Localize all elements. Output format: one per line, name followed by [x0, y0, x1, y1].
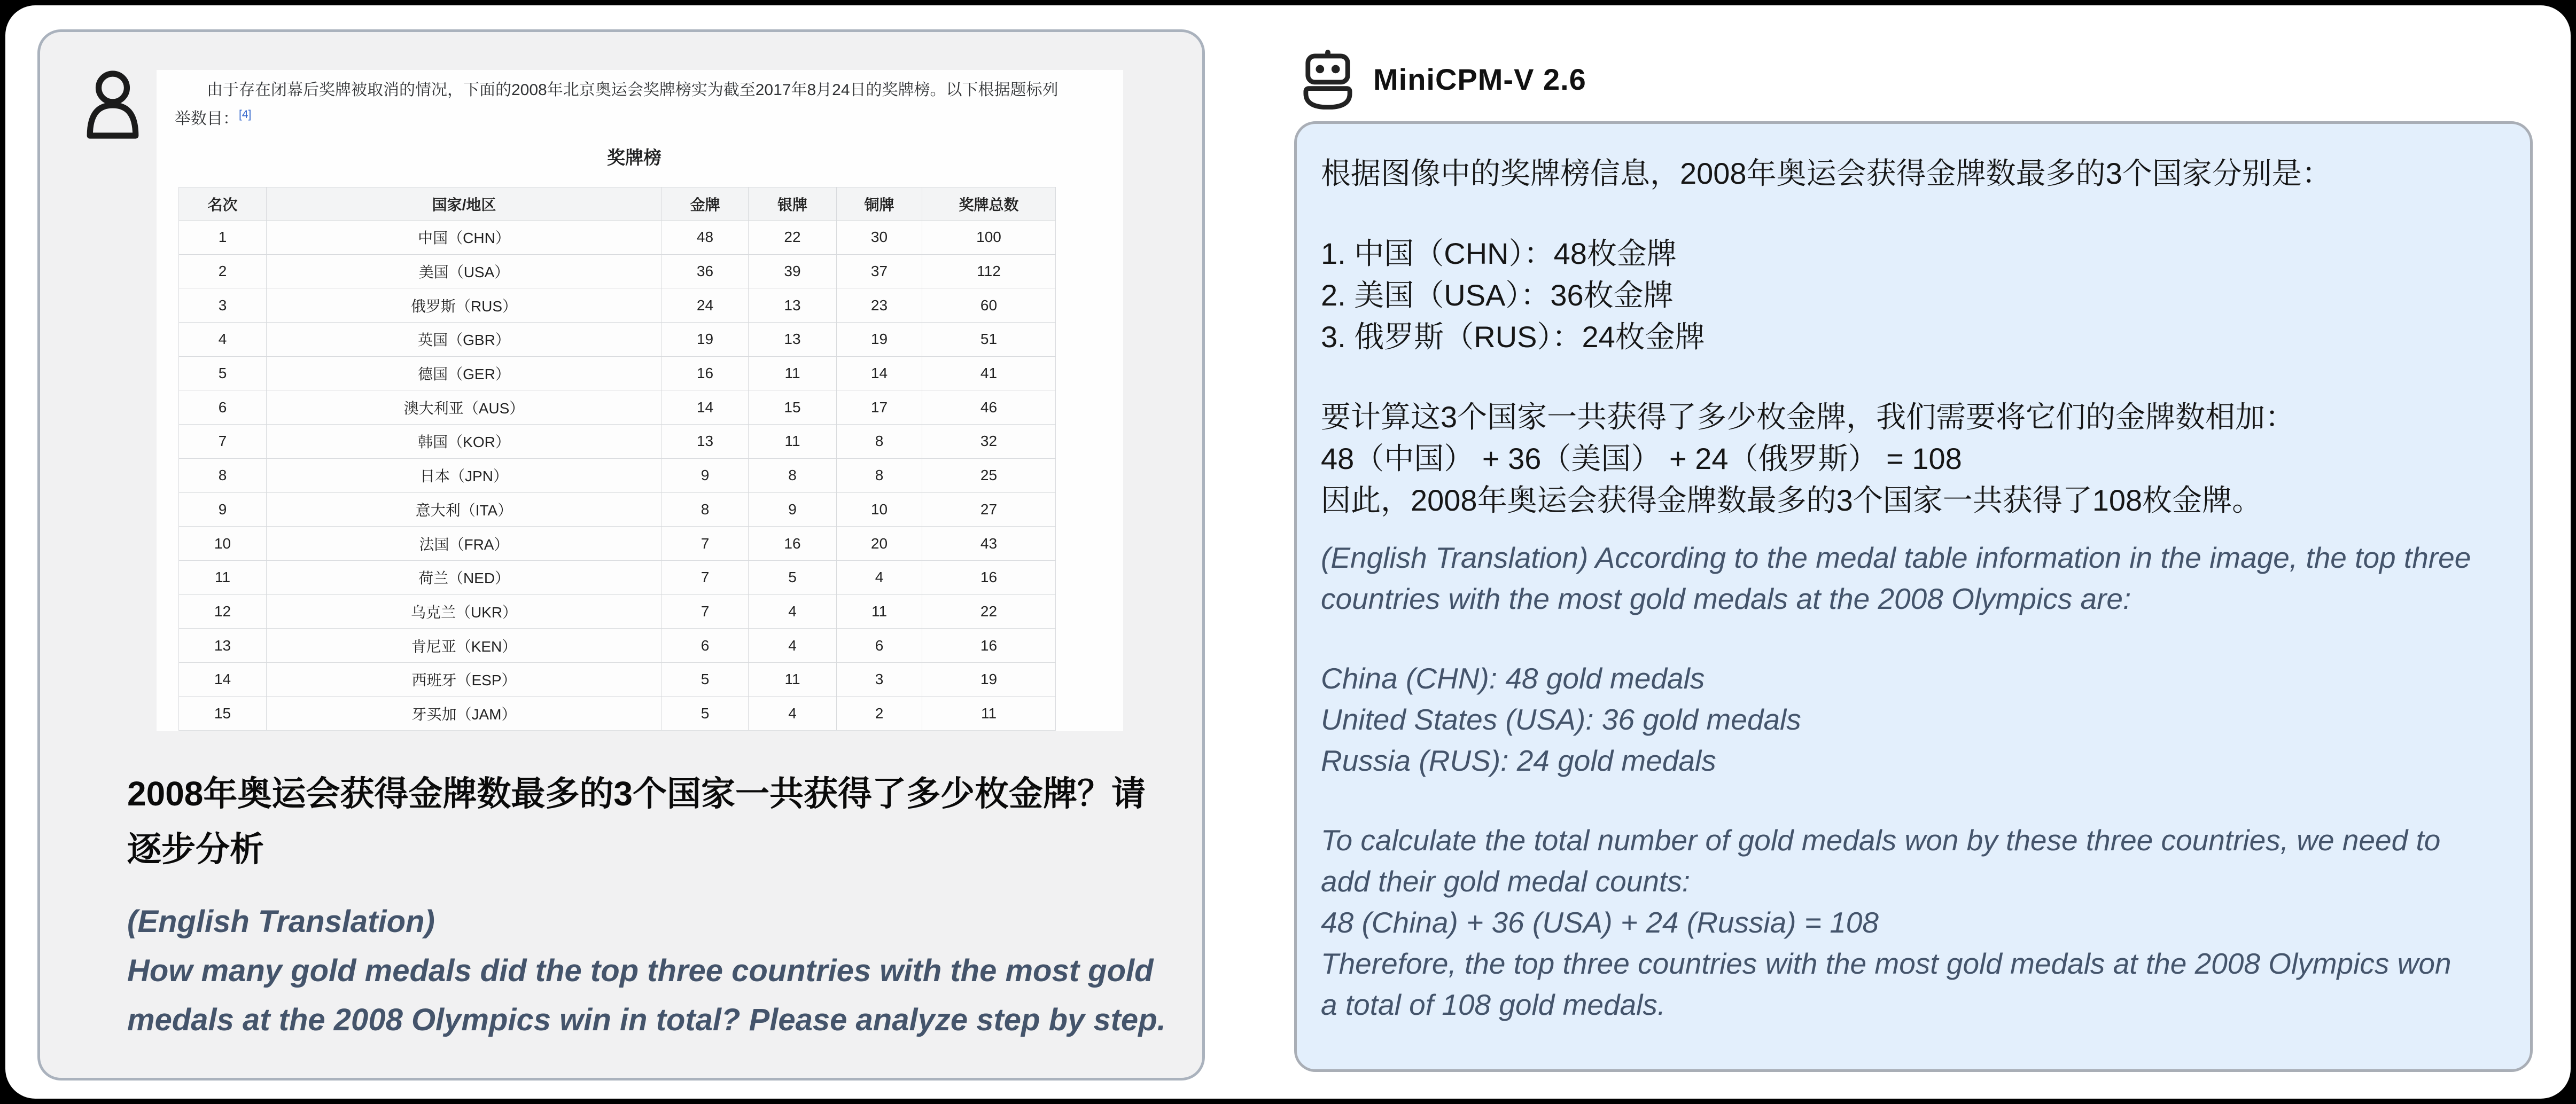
medal-table-cell: 6 [662, 629, 749, 663]
medal-table-cell: 8 [179, 458, 267, 492]
english-translation-label: (English Translation) [127, 904, 435, 939]
medal-table-cell: 9 [662, 458, 749, 492]
medal-table-cell: 20 [837, 527, 922, 561]
medal-table-cell: 5 [749, 560, 837, 594]
user-avatar-icon [83, 69, 143, 140]
medal-table-cell: 22 [922, 594, 1056, 629]
medal-table-cell: 5 [179, 356, 267, 390]
medal-table-cell: 19 [662, 323, 749, 357]
medal-table-cell: 德国（GER） [267, 356, 662, 390]
medal-table-cell: 27 [922, 492, 1056, 527]
medal-table-row [179, 390, 1056, 425]
medal-table-cell: 32 [922, 425, 1056, 459]
medal-table-body [179, 221, 1056, 731]
assistant-turn-bubble [1294, 121, 2533, 1072]
medal-table-cell: 43 [922, 527, 1056, 561]
model-name: MiniCPM-V 2.6 [1373, 62, 1586, 96]
answer-paragraph: 根据图像中的奖牌榜信息，2008年奥运会获得金牌数最多的3个国家分别是： [1321, 156, 2332, 190]
user-question-zh: 2008年奥运会获得金牌数最多的3个国家一共获得了多少枚金牌？请逐步分析 [127, 774, 1146, 868]
medal-table-cell: 7 [179, 425, 267, 459]
medal-table-cell: 西班牙（ESP） [267, 662, 662, 696]
user-question-en: How many gold medals did the top three countries with the most gold medals at the 2008 Olympics win in total? Please analyze step by step. [127, 953, 1166, 1037]
medal-table-cell: 51 [922, 323, 1056, 357]
medal-table-row [179, 560, 1056, 594]
medal-table-row [179, 662, 1056, 696]
medal-table-cell: 17 [837, 390, 922, 425]
medal-table-cell: 1 [179, 221, 267, 255]
medal-table-cell: 8 [837, 425, 922, 459]
medal-table-cell: 12 [179, 594, 267, 629]
medal-table-cell: 8 [662, 492, 749, 527]
medal-table-cell: 法国（FRA） [267, 527, 662, 561]
answer-paragraph: To calculate the total number of gold medals won by these three countries, we need to add their gold medal counts: 48 (China) + 36 (USA) + 24 (Russia) = 108 Therefore, the top three countries with the most gold medals at the 2008 Olympics won a total of 108 gold medals. [1321, 824, 2452, 1021]
medal-table-row [179, 254, 1056, 288]
medal-table-cell: 2 [179, 254, 267, 288]
medal-table-title: 奖牌榜 [607, 148, 661, 168]
medal-note [175, 78, 1072, 131]
medal-table-cell: 16 [922, 629, 1056, 663]
medal-table-row [179, 527, 1056, 561]
figure-card [5, 5, 2571, 1099]
medal-table-cell: 60 [922, 288, 1056, 323]
medal-table-cell: 16 [662, 356, 749, 390]
medal-table-row [179, 458, 1056, 492]
medal-table-cell: 英国（GBR） [267, 323, 662, 357]
model-header [1303, 47, 1586, 111]
medal-table-cell: 肯尼亚（KEN） [267, 629, 662, 663]
medal-table-cell: 荷兰（NED） [267, 560, 662, 594]
medal-table-header-cell: 铜牌 [837, 187, 922, 221]
medal-table-cell: 46 [922, 390, 1056, 425]
medal-table-cell: 4 [749, 629, 837, 663]
answer-paragraph: 1. 中国（CHN）：48枚金牌 2. 美国（USA）：36枚金牌 3. 俄罗斯（RUS）：24枚金牌 [1321, 237, 1705, 354]
medal-table-cell: 意大利（ITA） [267, 492, 662, 527]
medal-table-cell: 6 [837, 629, 922, 663]
medal-table-row [179, 629, 1056, 663]
medal-table-cell: 4 [179, 323, 267, 357]
medal-table-row [179, 492, 1056, 527]
user-turn-bubble [37, 29, 1205, 1080]
medal-table-cell: 10 [179, 527, 267, 561]
medal-table-cell: 3 [179, 288, 267, 323]
medal-table-cell: 13 [179, 629, 267, 663]
medal-table-cell: 36 [662, 254, 749, 288]
medal-table-cell: 13 [749, 323, 837, 357]
medal-table-row [179, 221, 1056, 255]
medal-table-cell: 5 [662, 696, 749, 731]
assistant-answer [1321, 153, 2475, 1025]
answer-paragraph: (English Translation) According to the medal table information in the image, the top three countries with the most gold medals at the 2008 Olympics are: [1321, 541, 2471, 615]
medal-table-cell: 美国（USA） [267, 254, 662, 288]
medal-table-cell: 15 [179, 696, 267, 731]
medal-table-cell: 22 [749, 221, 837, 255]
medal-table-cell: 11 [749, 425, 837, 459]
medal-table-cell: 8 [749, 458, 837, 492]
medal-table-cell: 5 [662, 662, 749, 696]
citation-link[interactable]: [4] [239, 108, 252, 121]
medal-table-cell: 4 [837, 560, 922, 594]
medal-table-cell: 14 [662, 390, 749, 425]
medal-table-header-cell: 银牌 [749, 187, 837, 221]
medal-table-cell: 14 [179, 662, 267, 696]
medal-table-row [179, 425, 1056, 459]
medal-table-cell: 11 [837, 594, 922, 629]
medal-table-cell: 10 [837, 492, 922, 527]
medal-table-header-cell: 名次 [179, 187, 267, 221]
medal-table-header-cell: 金牌 [662, 187, 749, 221]
medal-table-cell: 11 [749, 356, 837, 390]
medal-table-cell: 日本（JPN） [267, 458, 662, 492]
medal-table-cell: 19 [922, 662, 1056, 696]
medal-table-cell: 112 [922, 254, 1056, 288]
medal-table-cell: 41 [922, 356, 1056, 390]
robot-icon [1303, 49, 1353, 109]
medal-table-cell: 4 [749, 696, 837, 731]
medal-table-cell: 9 [179, 492, 267, 527]
medal-table-cell: 6 [179, 390, 267, 425]
medal-table-cell: 19 [837, 323, 922, 357]
medal-table-header-cell: 国家/地区 [267, 187, 662, 221]
medal-table-cell: 乌克兰（UKR） [267, 594, 662, 629]
medal-table-cell: 16 [922, 560, 1056, 594]
medal-table-cell: 11 [179, 560, 267, 594]
medal-table-cell: 15 [749, 390, 837, 425]
medal-table-cell: 30 [837, 221, 922, 255]
medal-table-header-cell: 奖牌总数 [922, 187, 1056, 221]
medal-table-cell: 24 [662, 288, 749, 323]
medal-table-cell: 25 [922, 458, 1056, 492]
medal-table-cell: 16 [749, 527, 837, 561]
medal-table-cell: 澳大利亚（AUS） [267, 390, 662, 425]
user-question-translation [127, 897, 1185, 1045]
medal-table-row [179, 288, 1056, 323]
medal-table-cell: 23 [837, 288, 922, 323]
medal-table-cell: 13 [749, 288, 837, 323]
medal-table-cell: 3 [837, 662, 922, 696]
medal-table-cell: 牙买加（JAM） [267, 696, 662, 731]
medal-table-cell: 100 [922, 221, 1056, 255]
medal-table-cell: 13 [662, 425, 749, 459]
medal-table-cell: 7 [662, 527, 749, 561]
medal-table-cell: 7 [662, 594, 749, 629]
answer-paragraph: 要计算这3个国家一共获得了多少枚金牌，我们需要将它们的金牌数相加： 48（中国） + 36（美国） + 24（俄罗斯） = 108 因此，2008年奥运会获得金牌数最多的3个国家一共获得了108枚金牌。 [1321, 400, 2295, 517]
medal-table-cell: 14 [837, 356, 922, 390]
medal-table-row [179, 594, 1056, 629]
medal-table-cell: 9 [749, 492, 837, 527]
medal-table-cell: 中国（CHN） [267, 221, 662, 255]
medal-table [178, 187, 1056, 731]
medal-table-cell: 2 [837, 696, 922, 731]
medal-table-row [179, 323, 1056, 357]
medal-table-cell: 11 [922, 696, 1056, 731]
medal-table-cell: 4 [749, 594, 837, 629]
medal-table-cell: 俄罗斯（RUS） [267, 288, 662, 323]
medal-table-cell: 7 [662, 560, 749, 594]
medal-table-cell: 39 [749, 254, 837, 288]
answer-paragraph: China (CHN): 48 gold medals United States (USA): 36 gold medals Russia (RUS): 24 gold medals [1321, 662, 1801, 777]
medal-table-row [179, 696, 1056, 731]
medal-table-row [179, 356, 1056, 390]
medal-table-cell: 48 [662, 221, 749, 255]
medal-table-cell: 韩国（KOR） [267, 425, 662, 459]
medal-table-cell: 8 [837, 458, 922, 492]
wiki-screenshot [157, 70, 1123, 731]
medal-table-cell: 11 [749, 662, 837, 696]
medal-table-cell: 37 [837, 254, 922, 288]
medal-table-head [179, 187, 1056, 221]
medal-note-text: 由于存在闭幕后奖牌被取消的情况，下面的2008年北京奥运会奖牌榜实为截至2017年8月24日的奖牌榜。以下根据题标列举数目： [175, 81, 1059, 128]
